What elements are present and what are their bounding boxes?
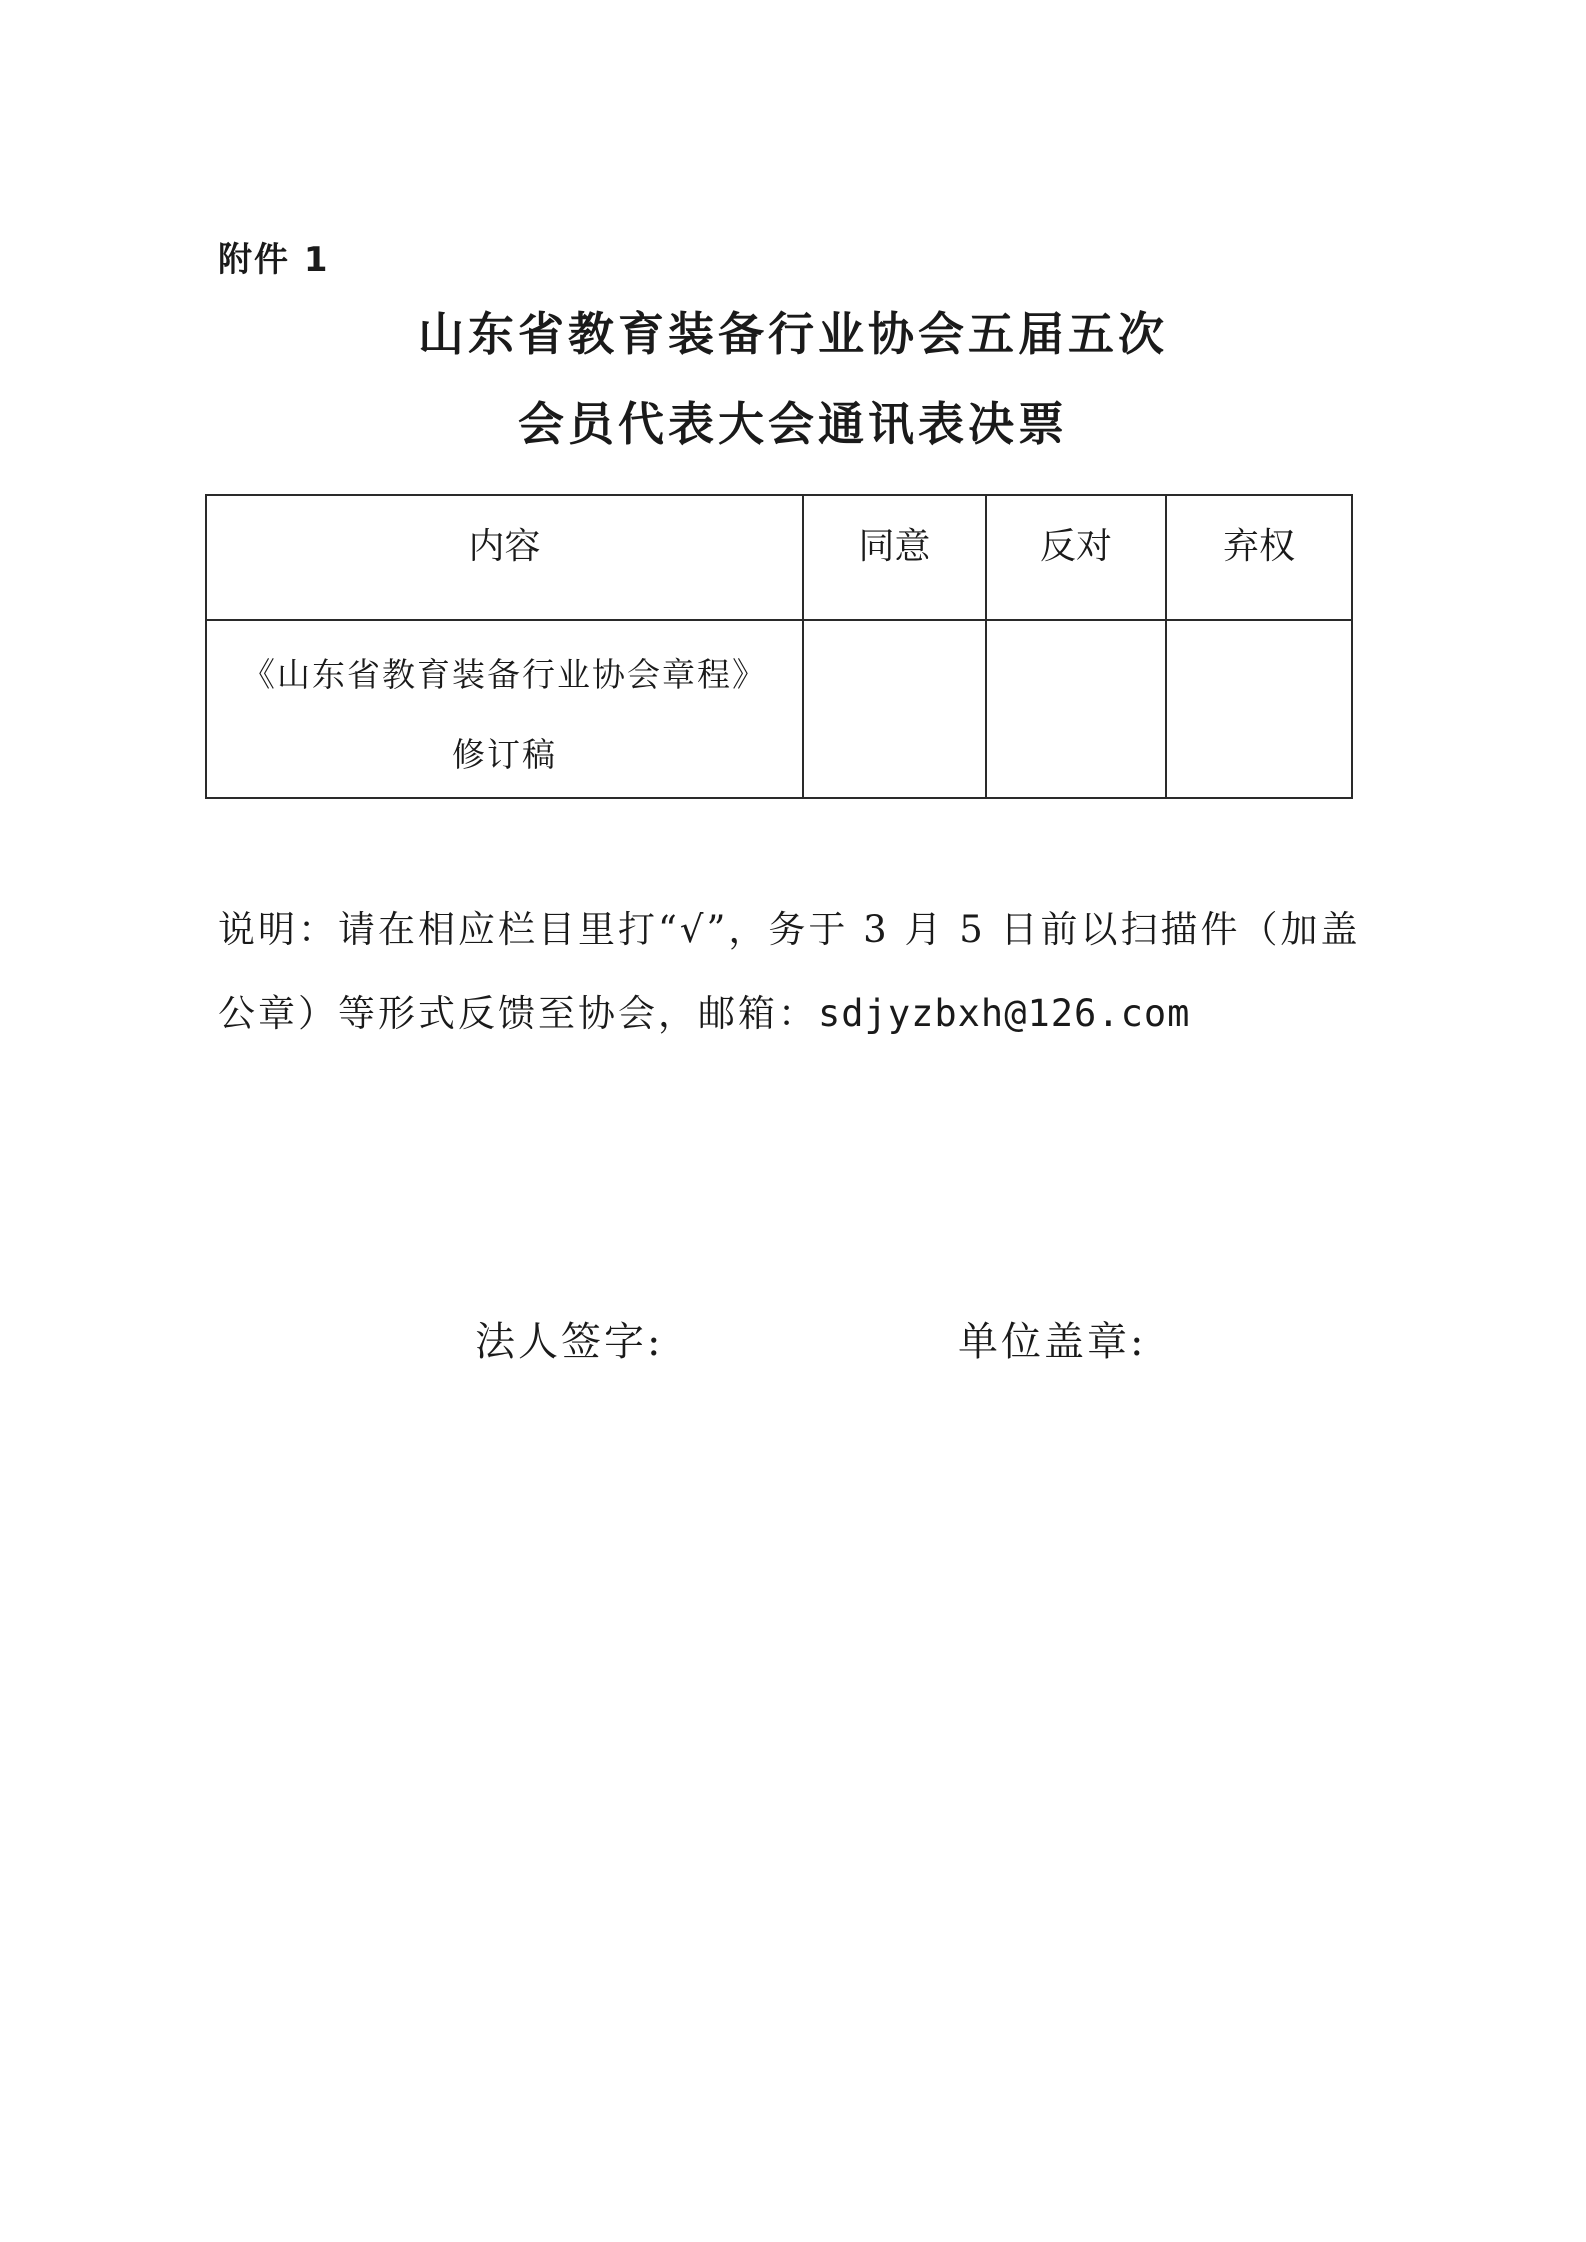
header-abstain: 弃权: [1166, 495, 1352, 620]
item-content-cell: [206, 620, 803, 798]
table-row: [206, 620, 1352, 798]
attachment-label: 附件 1: [218, 240, 330, 280]
note-line-1: 说明：请在相应栏目里打“√”，务于 3 月 5 日前以扫描件（加盖: [218, 908, 1361, 951]
instruction-note: [218, 888, 1418, 1056]
vote-table: [205, 494, 1353, 799]
unit-seal-label: 单位盖章:: [958, 1319, 1147, 1365]
item-content-subtitle: 修订稿: [452, 735, 557, 774]
abstain-checkbox-cell[interactable]: [1166, 620, 1352, 798]
agree-checkbox-cell[interactable]: [803, 620, 986, 798]
note-line-2: [218, 972, 1418, 1056]
legal-person-signature-label: 法人签字:: [475, 1319, 664, 1365]
oppose-checkbox-cell[interactable]: [986, 620, 1166, 798]
document-title-line-2: 会员代表大会通讯表决票: [518, 397, 1068, 451]
item-content-title: 《山东省教育装备行业协会章程》: [242, 655, 767, 694]
header-content: 内容: [206, 495, 803, 620]
document-title-line-1: 山东省教育装备行业协会五届五次: [418, 307, 1168, 361]
contact-email: sdjyzbxh@126.com: [818, 992, 1191, 1035]
header-agree: 同意: [803, 495, 986, 620]
table-header-row: [206, 495, 1352, 620]
note-line-2-text: 公章）等形式反馈至协会，邮箱：: [218, 992, 818, 1035]
header-oppose: 反对: [986, 495, 1166, 620]
